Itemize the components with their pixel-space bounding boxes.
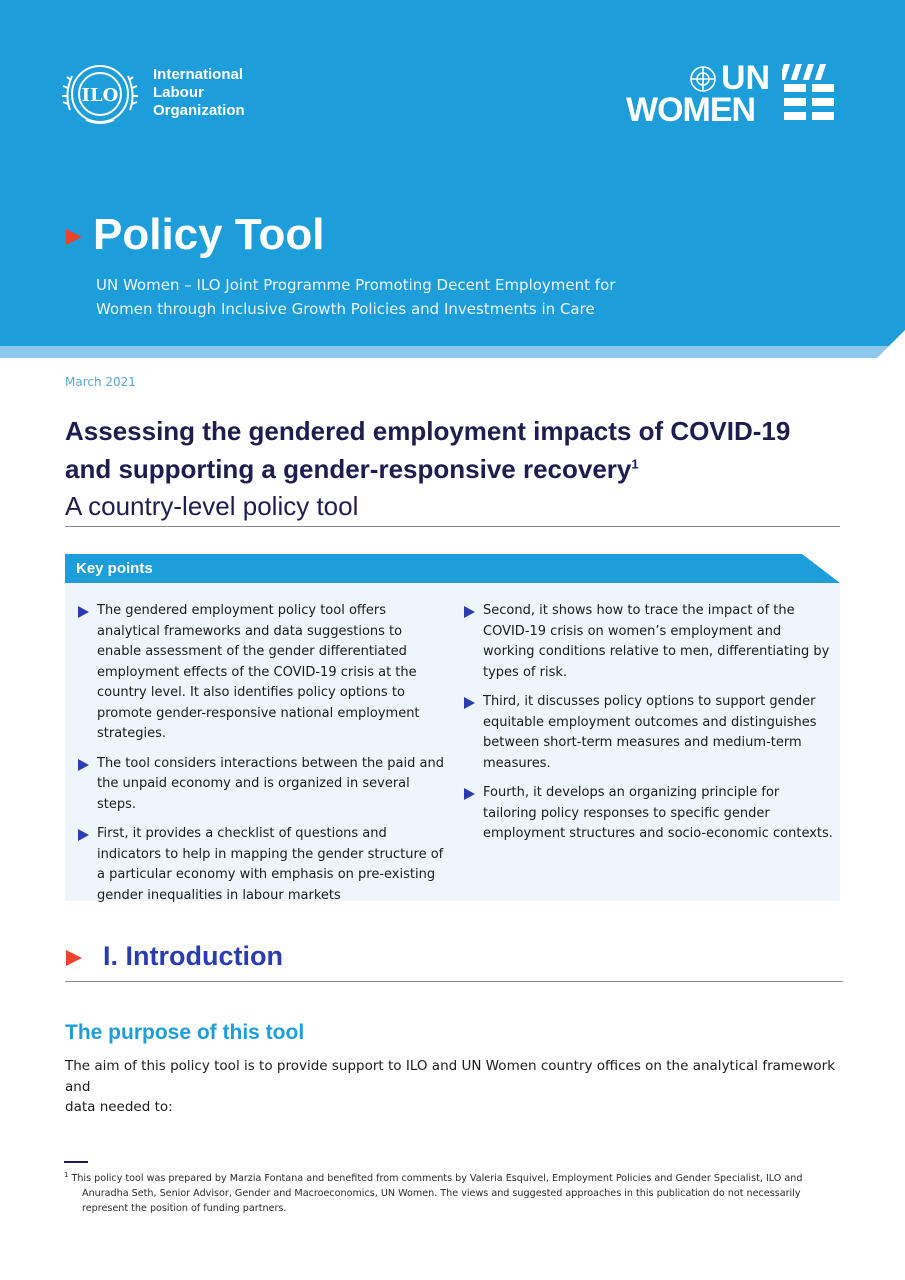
divider xyxy=(65,981,843,982)
title-arrow-icon xyxy=(66,227,82,247)
footnote xyxy=(64,1168,844,1216)
key-point xyxy=(464,783,834,845)
paragraph-line: data needed to: xyxy=(65,1099,173,1115)
header-corner-cut xyxy=(877,330,905,358)
key-point xyxy=(78,824,448,906)
key-points-left-column xyxy=(78,601,448,915)
title-line: Assessing the gendered employment impacts of COVID-19 xyxy=(65,416,791,446)
unwomen-logo-un: UN xyxy=(721,59,771,97)
footnote-line: Anuradha Seth, Senior Advisor, Gender and Macroeconomics, UN Women. The views and suggested approaches in this publication do not necessarily xyxy=(82,1188,801,1200)
subtitle-line: UN Women – ILO Joint Programme Promoting Decent Employment for xyxy=(96,276,616,294)
key-point xyxy=(78,754,448,816)
title-line-with-footnote xyxy=(65,450,845,488)
page-title: Policy Tool xyxy=(93,210,325,259)
footnote-text: This policy tool was prepared by Marzia Fontana and benefited from comments by Valeria Esquivel, Employment Policies and Gender Specialist, ILO and xyxy=(71,1173,803,1185)
bullet-arrow-icon xyxy=(78,759,89,771)
key-point xyxy=(464,692,834,774)
paragraph-line: The aim of this policy tool is to provide support to ILO and UN Women country offices on the analytical framework and xyxy=(65,1058,836,1095)
key-point-text: The tool considers interactions between the paid and the unpaid economy and is organized in several steps. xyxy=(97,755,444,812)
ilo-name-line: Organization xyxy=(153,102,245,119)
bullet-arrow-icon xyxy=(464,606,475,618)
key-point-text: Fourth, it develops an organizing principle for tailoring policy responses to specific gender employment structures and socio-economic contexts. xyxy=(483,785,833,841)
key-point-text: The gendered employment policy tool offers analytical frameworks and data suggestions to enable assessment of the gender differentiated employment effects of the COVID-19 crisis at the country level. It also identifies policy options to promote gender-responsive national employment strategies. xyxy=(97,603,420,741)
key-point-text: Third, it discusses policy options to support gender equitable employment outcomes and distinguishes between short-term measures and medium-term measures. xyxy=(483,694,817,771)
section-arrow-icon xyxy=(66,948,82,968)
subtitle-line: Women through Inclusive Growth Policies and Investments in Care xyxy=(96,300,595,318)
ilo-name-line: Labour xyxy=(153,84,204,101)
bullet-arrow-icon xyxy=(464,788,475,800)
divider xyxy=(65,526,840,527)
footnote-divider xyxy=(64,1161,88,1163)
document-subtitle: A country-level policy tool xyxy=(65,491,359,521)
bullet-arrow-icon xyxy=(78,829,89,841)
header-strip xyxy=(0,346,905,358)
publication-date: March 2021 xyxy=(65,375,136,389)
key-points-right-column xyxy=(464,601,834,854)
ilo-logo-text: ILO xyxy=(81,85,119,106)
key-point xyxy=(78,601,448,745)
key-points-label: Key points xyxy=(76,560,153,577)
key-point xyxy=(464,601,834,683)
footnote-mark-link[interactable]: 1 xyxy=(631,456,639,472)
ilo-logo-icon xyxy=(60,60,140,128)
ilo-name-line: International xyxy=(153,66,244,83)
footnote-mark: 1 xyxy=(64,1171,69,1179)
footnote-line xyxy=(64,1168,844,1186)
unwomen-logo-women: WOMEN xyxy=(626,91,756,129)
un-globe-icon xyxy=(688,64,718,94)
unwomen-equality-mark-icon xyxy=(782,64,836,124)
body-paragraph xyxy=(65,1056,845,1118)
subsection-heading-purpose: The purpose of this tool xyxy=(65,1021,305,1044)
bullet-arrow-icon xyxy=(78,606,89,618)
document-title xyxy=(65,412,845,488)
key-point-text: Second, it shows how to trace the impact of the COVID-19 crisis on women’s employment and working conditions relative to men, differentiating by types of risk. xyxy=(483,603,830,680)
key-points-header xyxy=(65,554,840,583)
bullet-arrow-icon xyxy=(464,697,475,709)
key-point-text: First, it provides a checklist of questions and indicators to help in mapping the gender structure of a particular economy with emphasis on pre-existing gender inequalities in labour markets xyxy=(97,826,444,903)
title-line: and supporting a gender-responsive recovery xyxy=(65,454,632,484)
ilo-organization-name xyxy=(153,66,245,120)
footnote-line: represent the position of funding partners. xyxy=(82,1203,287,1215)
section-heading-introduction: I. Introduction xyxy=(103,941,283,971)
programme-subtitle xyxy=(96,273,656,321)
